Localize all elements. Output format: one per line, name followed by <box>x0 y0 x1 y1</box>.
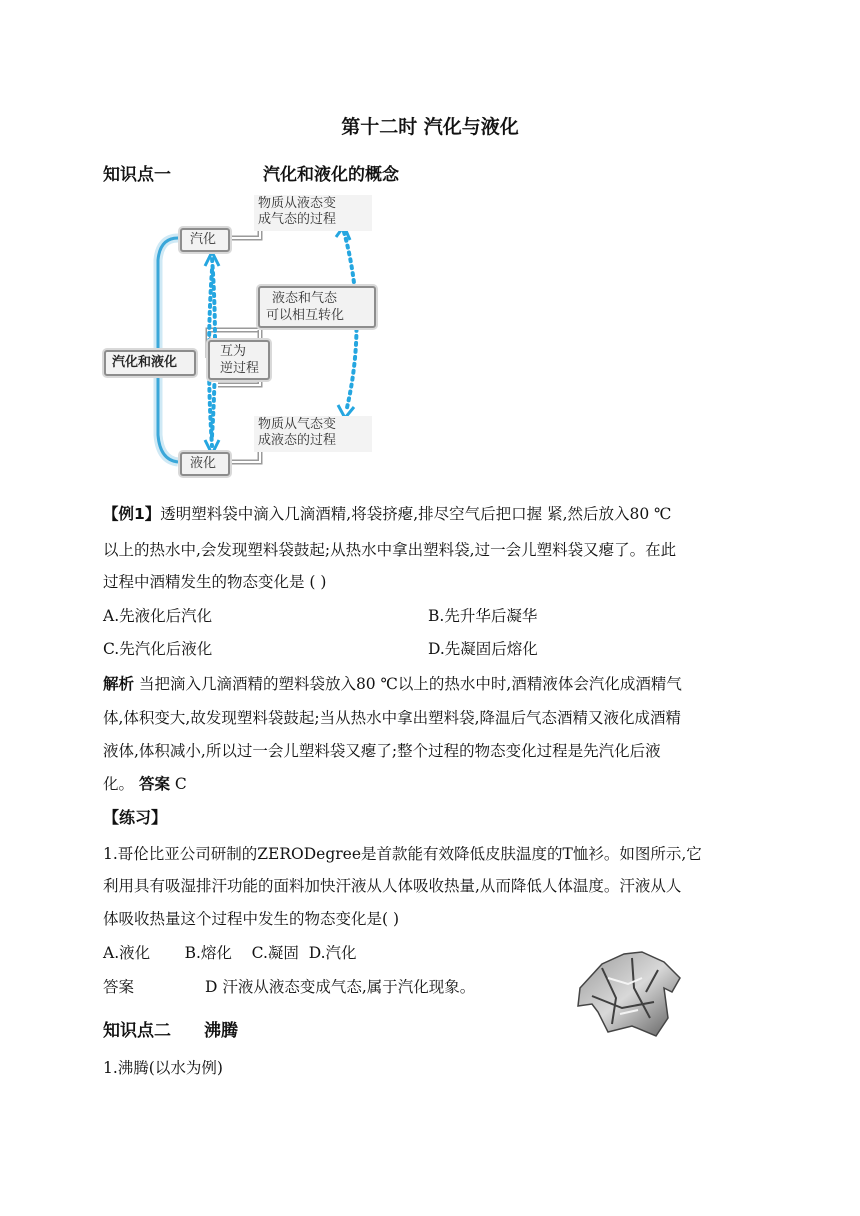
inverse-box <box>208 340 270 380</box>
vaporization-box <box>180 228 230 252</box>
practice-q1-options: A.液化 B.熔化 C.凝固 D.汽化 <box>103 944 357 962</box>
practice-heading: 【练习】 <box>103 808 168 827</box>
liquefaction-def-line-2: 成液态的过程 <box>258 433 337 448</box>
page-title: 第十二时 汽化与液化 <box>341 116 519 138</box>
example-1-label: 【例1】 <box>103 505 161 523</box>
section-2-title: 沸腾 <box>204 1021 238 1041</box>
example-1-line-1: 【例1】透明塑料袋中滴入几滴酒精,将袋挤瘪,排尽空气后把口握 紧,然后放入80 ℃ <box>103 505 672 523</box>
center-label: 汽化和液化 <box>112 355 178 370</box>
section-1-label: 知识点一 <box>103 165 171 185</box>
example-1-line-3: 过程中酒精发生的物态变化是 ( ) <box>103 573 327 591</box>
analysis-line-4: 化。 答案 C <box>103 775 187 793</box>
mutual-line-2: 可以相互转化 <box>266 308 345 323</box>
section-2-label: 知识点二 <box>103 1021 171 1041</box>
answer-label: 答案 <box>138 775 170 793</box>
inverse-line-1: 互为 <box>220 344 247 359</box>
mutual-box <box>258 286 376 328</box>
vaporization-def-box <box>254 195 372 231</box>
analysis-line-3: 液体,体积减小,所以过一会儿塑料袋又瘪了;整个过程的物态变化过程是先汽化后液 <box>103 742 661 760</box>
analysis-line-1: 解析 当把滴入几滴酒精的塑料袋放入80 ℃以上的热水中时,酒精液体会汽化成酒精气 <box>103 675 682 693</box>
practice-q1-line-2: 利用具有吸湿排汗功能的面料加快汗液从人体吸收热量,从而降低人体温度。汗液从人 <box>103 877 682 895</box>
boiling-item: 1.沸腾(以水为例) <box>103 1059 223 1077</box>
vaporization-def-line-1: 物质从液态变 <box>258 196 337 211</box>
vaporization-label: 汽化 <box>190 232 217 247</box>
center-box <box>104 350 196 376</box>
concept-diagram <box>100 190 390 480</box>
inverse-line-2: 逆过程 <box>220 361 260 376</box>
practice-q1-line-3: 体吸收热量这个过程中发生的物态变化是( ) <box>103 910 400 928</box>
option-c: C.先汽化后液化 <box>103 640 213 658</box>
section-1-title: 汽化和液化的概念 <box>263 165 399 185</box>
analysis-line-2: 体,体积变大,故发现塑料袋鼓起;当从热水中拿出塑料袋,降温后气态酒精又液化成酒精 <box>103 709 682 727</box>
option-d: D.先凝固后熔化 <box>428 640 538 658</box>
practice-q1-answer: D 汗液从液态变成气态,属于汽化现象。 <box>205 978 476 996</box>
practice-q1-line-1: 1.哥伦比亚公司研制的ZERODegree是首款能有效降低皮肤温度的T恤衫。如图所示,它 <box>103 845 702 863</box>
mutual-line-1: 液态和气态 <box>272 291 338 306</box>
example-1-line-2: 以上的热水中,会发现塑料袋鼓起;从热水中拿出塑料袋,过一会儿塑料袋又瘪了。在此 <box>103 541 677 559</box>
liquefaction-def-box <box>254 416 372 452</box>
analysis-label: 解析 <box>103 675 135 693</box>
vaporization-def-line-2: 成气态的过程 <box>258 212 337 227</box>
liquefaction-label: 液化 <box>190 456 217 471</box>
practice-q1-answer-label: 答案 <box>103 978 135 996</box>
option-b: B.先升华后凝华 <box>428 607 538 625</box>
liquefaction-box <box>180 452 230 476</box>
option-a: A.先液化后汽化 <box>103 607 213 625</box>
tshirt-image <box>572 948 684 1040</box>
answer-value: C <box>174 775 187 793</box>
liquefaction-def-line-1: 物质从气态变 <box>258 417 337 432</box>
